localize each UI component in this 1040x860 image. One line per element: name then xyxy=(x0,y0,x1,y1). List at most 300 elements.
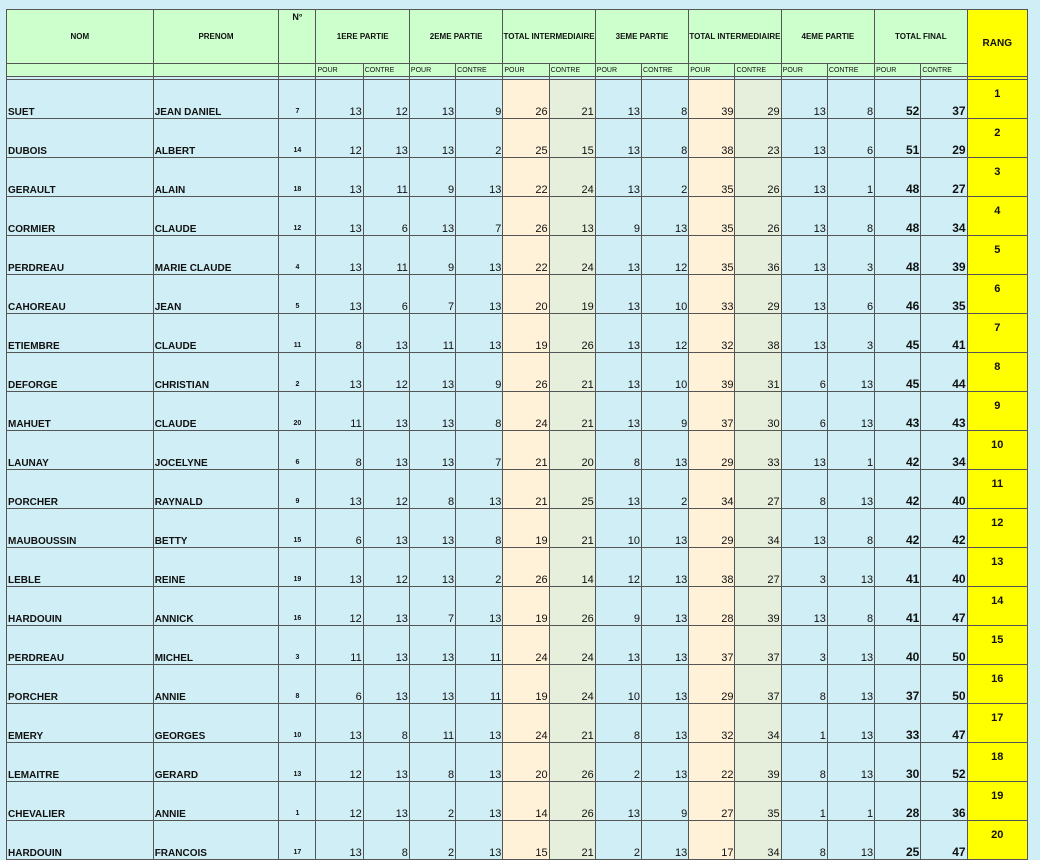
cell-nom: CHEVALIER xyxy=(7,782,154,821)
cell-pour: 32 xyxy=(689,314,735,353)
cell-pour: 11 xyxy=(409,704,455,743)
subheader-contre: CONTRE xyxy=(363,64,409,77)
cell-contre: 37 xyxy=(921,80,967,119)
cell-pour: 19 xyxy=(503,587,549,626)
table-row xyxy=(7,470,1028,509)
cell-prenom: ANNICK xyxy=(153,587,279,626)
cell-pour: 13 xyxy=(781,197,827,236)
cell-pour: 13 xyxy=(409,665,455,704)
cell-contre: 13 xyxy=(827,743,874,782)
cell-pour: 41 xyxy=(875,548,921,587)
cell-pour: 21 xyxy=(503,470,549,509)
cell-nom: LEMAITRE xyxy=(7,743,154,782)
cell-pour: 12 xyxy=(316,119,363,158)
cell-prenom: ALBERT xyxy=(153,119,279,158)
cell-pour: 8 xyxy=(781,821,827,860)
subheader-pour: POUR xyxy=(503,64,549,77)
cell-contre: 29 xyxy=(735,80,781,119)
cell-nom: LAUNAY xyxy=(7,431,154,470)
cell-prenom: RAYNALD xyxy=(153,470,279,509)
cell-contre: 31 xyxy=(735,353,781,392)
cell-pour: 13 xyxy=(316,197,363,236)
cell-pour: 20 xyxy=(503,743,549,782)
cell-rang: 19 xyxy=(967,782,1027,821)
cell-rang: 10 xyxy=(967,431,1027,470)
cell-pour: 1 xyxy=(781,782,827,821)
cell-pour: 2 xyxy=(409,782,455,821)
cell-contre: 12 xyxy=(363,548,409,587)
subheader-row xyxy=(7,64,1028,77)
cell-numero: 9 xyxy=(279,470,316,509)
cell-nom: EMERY xyxy=(7,704,154,743)
cell-numero: 15 xyxy=(279,509,316,548)
cell-contre: 13 xyxy=(642,704,689,743)
cell-contre: 13 xyxy=(642,197,689,236)
cell-pour: 13 xyxy=(781,236,827,275)
cell-contre: 13 xyxy=(827,821,874,860)
cell-prenom: ANNIE xyxy=(153,665,279,704)
table-row xyxy=(7,158,1028,197)
cell-pour: 13 xyxy=(595,470,641,509)
cell-contre: 8 xyxy=(827,509,874,548)
table-row xyxy=(7,743,1028,782)
cell-rang: 16 xyxy=(967,665,1027,704)
cell-pour: 9 xyxy=(409,236,455,275)
subheader-contre: CONTRE xyxy=(549,64,595,77)
subheader-pour: POUR xyxy=(316,64,363,77)
cell-contre: 12 xyxy=(363,80,409,119)
header-partie-2: 2EME PARTIE xyxy=(409,10,502,64)
cell-numero: 7 xyxy=(279,80,316,119)
cell-pour: 20 xyxy=(503,275,549,314)
cell-pour: 39 xyxy=(689,353,735,392)
cell-pour: 26 xyxy=(503,353,549,392)
cell-pour: 24 xyxy=(503,392,549,431)
cell-contre: 27 xyxy=(921,158,967,197)
cell-contre: 13 xyxy=(456,158,503,197)
cell-contre: 29 xyxy=(735,275,781,314)
cell-pour: 13 xyxy=(316,821,363,860)
cell-contre: 40 xyxy=(921,470,967,509)
cell-pour: 10 xyxy=(595,509,641,548)
cell-pour: 12 xyxy=(316,743,363,782)
cell-contre: 13 xyxy=(363,665,409,704)
cell-pour: 13 xyxy=(781,314,827,353)
cell-pour: 22 xyxy=(689,743,735,782)
cell-pour: 25 xyxy=(503,119,549,158)
cell-pour: 7 xyxy=(409,275,455,314)
cell-pour: 13 xyxy=(781,587,827,626)
subheader-pour: POUR xyxy=(409,64,455,77)
subheader-pour: POUR xyxy=(875,64,921,77)
cell-contre: 21 xyxy=(549,353,595,392)
cell-pour: 13 xyxy=(316,704,363,743)
cell-numero: 19 xyxy=(279,548,316,587)
cell-prenom: GERARD xyxy=(153,743,279,782)
cell-prenom: JOCELYNE xyxy=(153,431,279,470)
cell-contre: 21 xyxy=(549,821,595,860)
cell-rang: 17 xyxy=(967,704,1027,743)
cell-contre: 24 xyxy=(549,158,595,197)
cell-nom: PERDREAU xyxy=(7,626,154,665)
cell-pour: 13 xyxy=(595,314,641,353)
cell-pour: 19 xyxy=(503,665,549,704)
cell-pour: 13 xyxy=(595,392,641,431)
cell-contre: 13 xyxy=(363,314,409,353)
cell-prenom: FRANCOIS xyxy=(153,821,279,860)
cell-rang: 18 xyxy=(967,743,1027,782)
cell-contre: 34 xyxy=(921,197,967,236)
cell-contre: 13 xyxy=(642,509,689,548)
cell-pour: 13 xyxy=(781,431,827,470)
cell-numero: 4 xyxy=(279,236,316,275)
cell-contre: 13 xyxy=(363,743,409,782)
cell-contre: 2 xyxy=(456,548,503,587)
cell-contre: 8 xyxy=(363,704,409,743)
cell-pour: 11 xyxy=(316,626,363,665)
cell-rang: 15 xyxy=(967,626,1027,665)
cell-contre: 26 xyxy=(735,158,781,197)
cell-numero: 5 xyxy=(279,275,316,314)
cell-pour: 13 xyxy=(316,470,363,509)
cell-contre: 8 xyxy=(827,80,874,119)
cell-contre: 40 xyxy=(921,548,967,587)
cell-pour: 11 xyxy=(316,392,363,431)
cell-prenom: CHRISTIAN xyxy=(153,353,279,392)
cell-prenom: GEORGES xyxy=(153,704,279,743)
cell-pour: 8 xyxy=(316,431,363,470)
cell-pour: 13 xyxy=(595,782,641,821)
cell-contre: 41 xyxy=(921,314,967,353)
cell-contre: 52 xyxy=(921,743,967,782)
cell-contre: 11 xyxy=(363,236,409,275)
cell-contre: 2 xyxy=(642,470,689,509)
cell-contre: 26 xyxy=(735,197,781,236)
cell-contre: 13 xyxy=(827,626,874,665)
cell-pour: 13 xyxy=(409,509,455,548)
cell-pour: 27 xyxy=(689,782,735,821)
cell-pour: 10 xyxy=(595,665,641,704)
cell-nom: ETIEMBRE xyxy=(7,314,154,353)
cell-pour: 13 xyxy=(316,548,363,587)
cell-contre: 13 xyxy=(642,821,689,860)
table-row xyxy=(7,587,1028,626)
cell-pour: 13 xyxy=(409,119,455,158)
cell-contre: 34 xyxy=(735,704,781,743)
cell-pour: 43 xyxy=(875,392,921,431)
cell-pour: 42 xyxy=(875,431,921,470)
cell-contre: 21 xyxy=(549,509,595,548)
cell-pour: 34 xyxy=(689,470,735,509)
cell-contre: 13 xyxy=(642,626,689,665)
cell-contre: 8 xyxy=(456,509,503,548)
cell-contre: 8 xyxy=(456,392,503,431)
cell-pour: 35 xyxy=(689,236,735,275)
cell-pour: 13 xyxy=(316,80,363,119)
cell-rang: 7 xyxy=(967,314,1027,353)
cell-contre: 13 xyxy=(642,431,689,470)
table-row xyxy=(7,548,1028,587)
results-body xyxy=(7,77,1028,860)
cell-numero: 12 xyxy=(279,197,316,236)
cell-prenom: BETTY xyxy=(153,509,279,548)
cell-nom: CAHOREAU xyxy=(7,275,154,314)
cell-pour: 29 xyxy=(689,431,735,470)
cell-pour: 13 xyxy=(781,158,827,197)
cell-numero: 18 xyxy=(279,158,316,197)
cell-contre: 6 xyxy=(363,197,409,236)
cell-numero: 10 xyxy=(279,704,316,743)
cell-contre: 11 xyxy=(456,626,503,665)
cell-pour: 13 xyxy=(316,236,363,275)
cell-pour: 33 xyxy=(689,275,735,314)
cell-contre: 19 xyxy=(549,275,595,314)
table-row xyxy=(7,80,1028,119)
cell-rang: 12 xyxy=(967,509,1027,548)
cell-contre: 2 xyxy=(642,158,689,197)
cell-prenom: CLAUDE xyxy=(153,392,279,431)
cell-nom: HARDOUIN xyxy=(7,821,154,860)
cell-nom: DUBOIS xyxy=(7,119,154,158)
cell-contre: 2 xyxy=(456,119,503,158)
cell-pour: 8 xyxy=(781,665,827,704)
cell-pour: 38 xyxy=(689,548,735,587)
cell-pour: 26 xyxy=(503,80,549,119)
cell-contre: 13 xyxy=(456,314,503,353)
cell-contre: 30 xyxy=(735,392,781,431)
cell-contre: 13 xyxy=(363,509,409,548)
cell-prenom: MICHEL xyxy=(153,626,279,665)
cell-numero: 1 xyxy=(279,782,316,821)
cell-contre: 13 xyxy=(549,197,595,236)
cell-prenom: MARIE CLAUDE xyxy=(153,236,279,275)
header-partie-4: 4EME PARTIE xyxy=(781,10,874,64)
cell-contre: 39 xyxy=(735,743,781,782)
cell-nom: GERAULT xyxy=(7,158,154,197)
cell-contre: 13 xyxy=(456,743,503,782)
cell-contre: 24 xyxy=(549,626,595,665)
table-row xyxy=(7,197,1028,236)
cell-pour: 24 xyxy=(503,704,549,743)
cell-contre: 1 xyxy=(827,782,874,821)
cell-pour: 8 xyxy=(409,470,455,509)
cell-contre: 34 xyxy=(921,431,967,470)
cell-pour: 13 xyxy=(781,80,827,119)
cell-pour: 45 xyxy=(875,314,921,353)
cell-pour: 8 xyxy=(316,314,363,353)
cell-contre: 13 xyxy=(642,665,689,704)
cell-pour: 33 xyxy=(875,704,921,743)
cell-contre: 26 xyxy=(549,587,595,626)
cell-contre: 13 xyxy=(827,665,874,704)
cell-contre: 13 xyxy=(363,392,409,431)
cell-contre: 38 xyxy=(735,314,781,353)
cell-pour: 13 xyxy=(595,80,641,119)
cell-pour: 19 xyxy=(503,509,549,548)
cell-numero: 6 xyxy=(279,431,316,470)
cell-rang: 4 xyxy=(967,197,1027,236)
cell-contre: 26 xyxy=(549,782,595,821)
cell-pour: 28 xyxy=(875,782,921,821)
cell-rang: 14 xyxy=(967,587,1027,626)
header-total-final: TOTAL FINAL xyxy=(875,10,967,64)
cell-pour: 6 xyxy=(316,665,363,704)
subheader-pour: POUR xyxy=(595,64,641,77)
cell-pour: 9 xyxy=(409,158,455,197)
cell-numero: 3 xyxy=(279,626,316,665)
cell-contre: 9 xyxy=(456,80,503,119)
cell-nom: MAUBOUSSIN xyxy=(7,509,154,548)
cell-nom: PERDREAU xyxy=(7,236,154,275)
cell-contre: 23 xyxy=(735,119,781,158)
cell-contre: 15 xyxy=(549,119,595,158)
cell-pour: 1 xyxy=(781,704,827,743)
cell-prenom: CLAUDE xyxy=(153,314,279,353)
subheader-contre: CONTRE xyxy=(456,64,503,77)
cell-prenom: ANNIE xyxy=(153,782,279,821)
cell-pour: 29 xyxy=(689,665,735,704)
cell-contre: 13 xyxy=(363,626,409,665)
cell-contre: 13 xyxy=(363,782,409,821)
cell-pour: 41 xyxy=(875,587,921,626)
cell-contre: 26 xyxy=(549,743,595,782)
subheader-contre: CONTRE xyxy=(921,64,967,77)
cell-contre: 50 xyxy=(921,665,967,704)
cell-pour: 2 xyxy=(595,821,641,860)
cell-contre: 47 xyxy=(921,704,967,743)
table-row xyxy=(7,275,1028,314)
cell-pour: 42 xyxy=(875,509,921,548)
cell-contre: 12 xyxy=(363,353,409,392)
cell-pour: 13 xyxy=(595,158,641,197)
cell-nom: CORMIER xyxy=(7,197,154,236)
cell-pour: 25 xyxy=(875,821,921,860)
cell-pour: 12 xyxy=(595,548,641,587)
cell-pour: 13 xyxy=(595,275,641,314)
cell-nom: LEBLE xyxy=(7,548,154,587)
cell-pour: 24 xyxy=(503,626,549,665)
cell-pour: 8 xyxy=(781,470,827,509)
cell-contre: 11 xyxy=(363,158,409,197)
cell-contre: 3 xyxy=(827,314,874,353)
cell-rang: 9 xyxy=(967,392,1027,431)
cell-contre: 36 xyxy=(735,236,781,275)
cell-rang: 8 xyxy=(967,353,1027,392)
cell-contre: 44 xyxy=(921,353,967,392)
cell-contre: 6 xyxy=(363,275,409,314)
cell-contre: 37 xyxy=(735,626,781,665)
cell-contre: 12 xyxy=(642,236,689,275)
cell-pour: 6 xyxy=(781,353,827,392)
cell-pour: 37 xyxy=(689,392,735,431)
cell-contre: 10 xyxy=(642,275,689,314)
cell-contre: 21 xyxy=(549,80,595,119)
cell-pour: 48 xyxy=(875,158,921,197)
cell-contre: 34 xyxy=(735,509,781,548)
cell-pour: 51 xyxy=(875,119,921,158)
cell-pour: 48 xyxy=(875,236,921,275)
cell-contre: 27 xyxy=(735,470,781,509)
cell-pour: 15 xyxy=(503,821,549,860)
subheader-contre: CONTRE xyxy=(735,64,781,77)
cell-pour: 3 xyxy=(781,548,827,587)
cell-pour: 37 xyxy=(875,665,921,704)
header-partie-1: 1ERE PARTIE xyxy=(316,10,409,64)
cell-pour: 38 xyxy=(689,119,735,158)
cell-contre: 9 xyxy=(642,392,689,431)
cell-contre: 7 xyxy=(456,431,503,470)
subheader-contre: CONTRE xyxy=(827,64,874,77)
cell-nom: MAHUET xyxy=(7,392,154,431)
cell-pour: 52 xyxy=(875,80,921,119)
cell-rang: 6 xyxy=(967,275,1027,314)
cell-contre: 13 xyxy=(456,821,503,860)
cell-nom: DEFORGE xyxy=(7,353,154,392)
cell-contre: 20 xyxy=(549,431,595,470)
table-row xyxy=(7,353,1028,392)
cell-pour: 40 xyxy=(875,626,921,665)
cell-nom: HARDOUIN xyxy=(7,587,154,626)
cell-contre: 8 xyxy=(642,119,689,158)
cell-rang: 3 xyxy=(967,158,1027,197)
cell-rang: 2 xyxy=(967,119,1027,158)
cell-contre: 13 xyxy=(827,353,874,392)
cell-pour: 13 xyxy=(595,236,641,275)
table-row xyxy=(7,626,1028,665)
cell-pour: 13 xyxy=(781,119,827,158)
cell-pour: 13 xyxy=(316,158,363,197)
table-row xyxy=(7,314,1028,353)
cell-contre: 1 xyxy=(827,431,874,470)
cell-contre: 13 xyxy=(642,548,689,587)
table-row xyxy=(7,665,1028,704)
table-row xyxy=(7,392,1028,431)
header-partie-3: 3EME PARTIE xyxy=(595,10,688,64)
cell-contre: 9 xyxy=(456,353,503,392)
cell-prenom: JEAN xyxy=(153,275,279,314)
results-sheet xyxy=(6,9,1028,860)
cell-contre: 13 xyxy=(456,704,503,743)
cell-contre: 1 xyxy=(827,158,874,197)
cell-rang: 11 xyxy=(967,470,1027,509)
cell-numero: 14 xyxy=(279,119,316,158)
cell-pour: 45 xyxy=(875,353,921,392)
cell-numero: 8 xyxy=(279,665,316,704)
cell-contre: 13 xyxy=(456,470,503,509)
cell-pour: 9 xyxy=(595,587,641,626)
cell-contre: 47 xyxy=(921,587,967,626)
cell-numero: 13 xyxy=(279,743,316,782)
cell-contre: 8 xyxy=(642,80,689,119)
cell-pour: 7 xyxy=(409,587,455,626)
cell-contre: 29 xyxy=(921,119,967,158)
subheader-pour: POUR xyxy=(781,64,827,77)
cell-pour: 21 xyxy=(503,431,549,470)
cell-contre: 27 xyxy=(735,548,781,587)
cell-contre: 47 xyxy=(921,821,967,860)
header-total-intermediaire-1: TOTAL INTERMEDIAIRE xyxy=(503,10,595,64)
cell-rang: 1 xyxy=(967,80,1027,119)
cell-contre: 39 xyxy=(735,587,781,626)
header-total-intermediaire-2: TOTAL INTERMEDIAIRE xyxy=(689,10,781,64)
cell-contre: 13 xyxy=(642,587,689,626)
cell-rang: 13 xyxy=(967,548,1027,587)
cell-contre: 13 xyxy=(456,236,503,275)
cell-pour: 30 xyxy=(875,743,921,782)
cell-pour: 2 xyxy=(595,743,641,782)
cell-contre: 8 xyxy=(827,587,874,626)
cell-contre: 24 xyxy=(549,236,595,275)
